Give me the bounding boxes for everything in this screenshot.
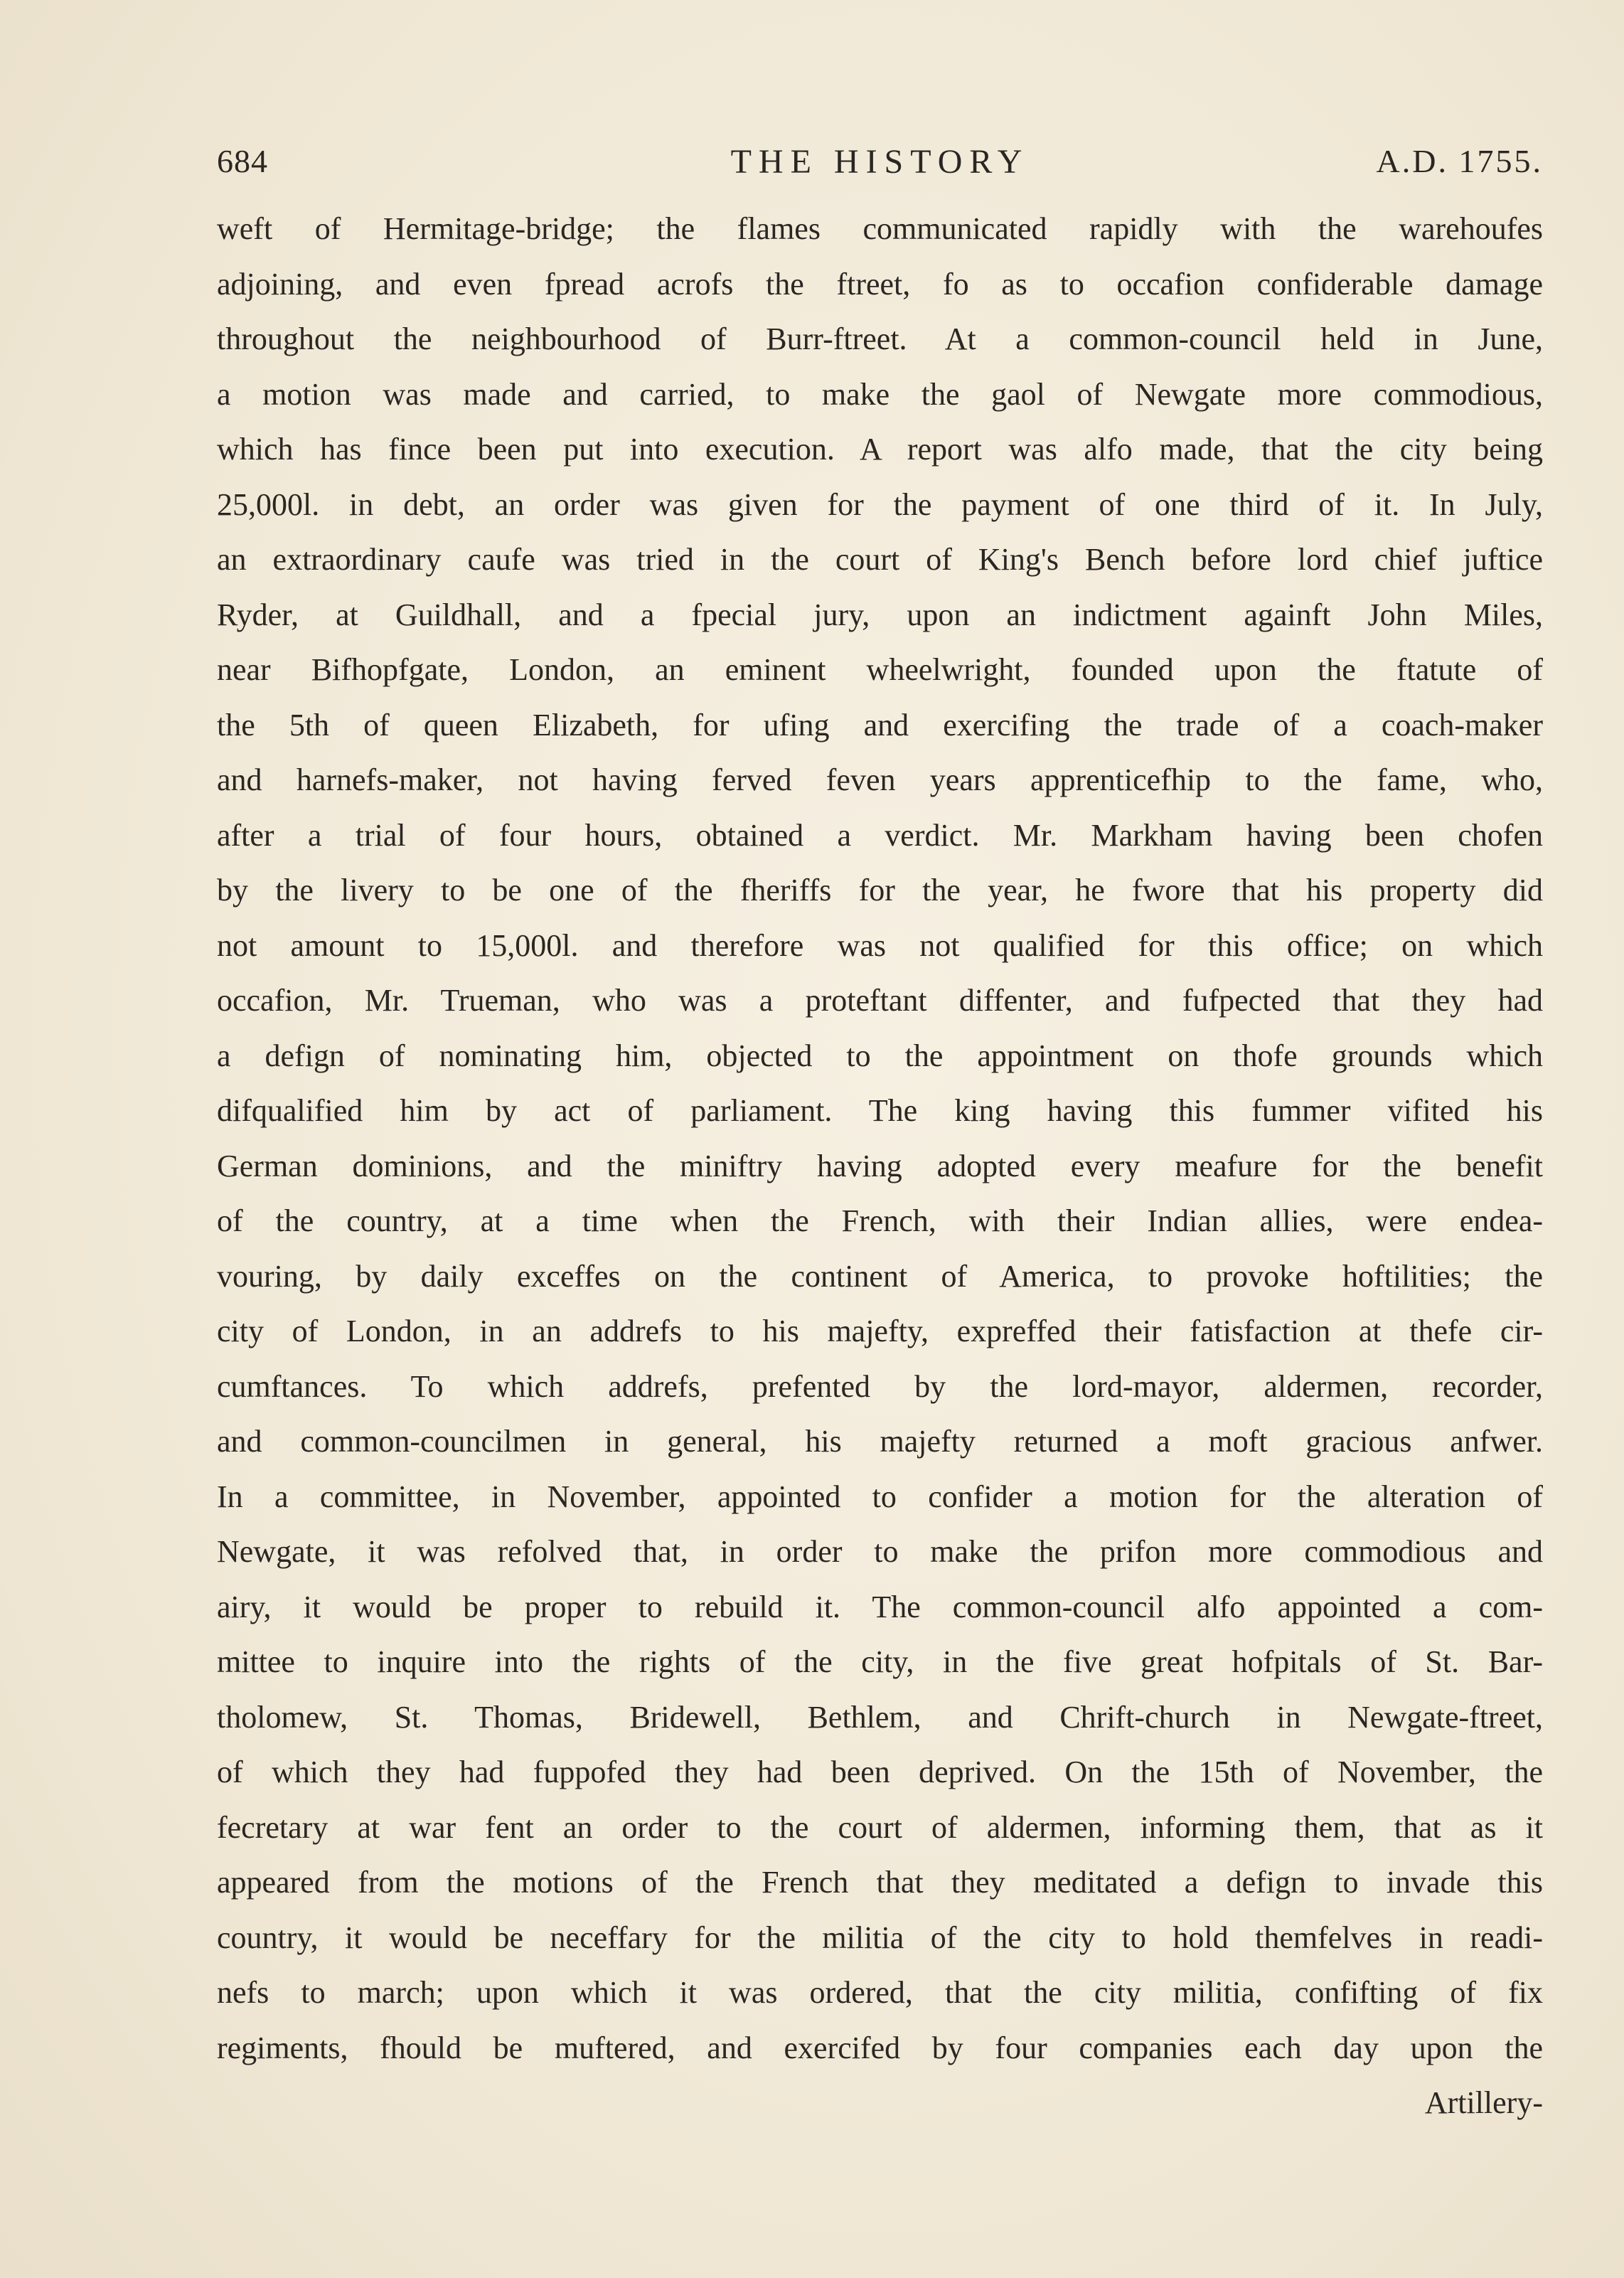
text-line: fecretary at war fent an order to the court of aldermen, informing them, that as it xyxy=(217,1809,1543,1845)
text-line: Newgate, it was refolved that, in order to make the prifon more commodious and xyxy=(217,1534,1543,1569)
text-line: by the livery to be one of the fheriffs for the year, he fwore that his property did xyxy=(217,873,1543,908)
text-line: regiments, fhould be muftered, and exercifed by four companies each day upon the xyxy=(217,2030,1543,2065)
text-line: an extraordinary caufe was tried in the court of King's Bench before lord chief juftice xyxy=(217,542,1543,577)
text-line: airy, it would be proper to rebuild it. The common-council alfo appointed a com- xyxy=(217,1589,1543,1624)
text-line: 25,000l. in debt, an order was given for the payment of one third of it. In July, xyxy=(217,486,1543,522)
text-line: which has fince been put into execution. A report was alfo made, that the city being xyxy=(217,432,1543,467)
body-text xyxy=(217,201,1543,2131)
text-line: In a committee, in November, appointed to confider a motion for the alteration of xyxy=(217,1479,1543,1514)
text-line: German dominions, and the miniftry having adopted every meafure for the benefit xyxy=(217,1148,1543,1183)
running-title: THE HISTORY xyxy=(730,143,1030,181)
text-line: throughout the neighbourhood of Burr-ftreet. At a common-council held in June, xyxy=(217,321,1543,356)
text-line: vouring, by daily exceffes on the continent of America, to provoke hoftilities; the xyxy=(217,1258,1543,1294)
text-line: adjoining, and even fpread acrofs the ftreet, fo as to occafion confiderable damage xyxy=(217,266,1543,302)
text-line: weft of Hermitage-bridge; the flames communicated rapidly with the warehoufes xyxy=(217,211,1543,246)
text-line: and common-councilmen in general, his majefty returned a moft gracious anfwer. xyxy=(217,1424,1543,1459)
text-line: the 5th of queen Elizabeth, for ufing and exercifing the trade of a coach-maker xyxy=(217,707,1543,743)
text-line: appeared from the motions of the French that they meditated a defign to invade this xyxy=(217,1865,1543,1900)
text-line: a defign of nominating him, objected to the appointment on thofe grounds which xyxy=(217,1038,1543,1073)
page-number: 684 xyxy=(217,143,268,179)
text-line: cumftances. To which addrefs, prefented by the lord-mayor, aldermen, recorder, xyxy=(217,1368,1543,1404)
catchword: Artillery- xyxy=(1424,2085,1543,2120)
text-line: city of London, in an addrefs to his majefty, expreffed their fatisfaction at thefe cir- xyxy=(217,1314,1543,1348)
text-line: occafion, Mr. Trueman, who was a proteftant diffenter, and fufpected that they had xyxy=(217,983,1543,1018)
text-line: after a trial of four hours, obtained a verdict. Mr. Markham having been chofen xyxy=(217,817,1543,853)
text-line: country, it would be neceffary for the militia of the city to hold themfelves in readi- xyxy=(217,1920,1543,1955)
text-line: and harnefs-maker, not having ferved feven years apprenticefhip to the fame, who, xyxy=(217,762,1543,797)
text-line: difqualified him by act of parliament. The king having this fummer vifited his xyxy=(217,1093,1543,1128)
text-line: tholomew, St. Thomas, Bridewell, Bethlem, and Chrift-church in Newgate-ftreet, xyxy=(217,1699,1543,1735)
text-line: not amount to 15,000l. and therefore was not qualified for this office; on which xyxy=(217,927,1543,963)
text-line: near Bifhopfgate, London, an eminent wheelwright, founded upon the ftatute of xyxy=(217,652,1543,687)
text-line: a motion was made and carried, to make the gaol of Newgate more commodious, xyxy=(217,376,1543,412)
text-line: nefs to march; upon which it was ordered, that the city militia, confifting of fix xyxy=(217,1975,1543,2010)
text-line: of the country, at a time when the French, with their Indian allies, were endea- xyxy=(217,1203,1543,1238)
text-line: of which they had fuppofed they had been deprived. On the 15th of November, the xyxy=(217,1755,1543,1789)
text-line: mittee to inquire into the rights of the city, in the five great hofpitals of St. Bar- xyxy=(217,1644,1543,1679)
year-heading: A.D. 1755. xyxy=(1376,143,1543,179)
running-header xyxy=(217,142,1543,192)
text-line: Ryder, at Guildhall, and a fpecial jury, upon an indictment againft John Miles, xyxy=(217,597,1543,632)
